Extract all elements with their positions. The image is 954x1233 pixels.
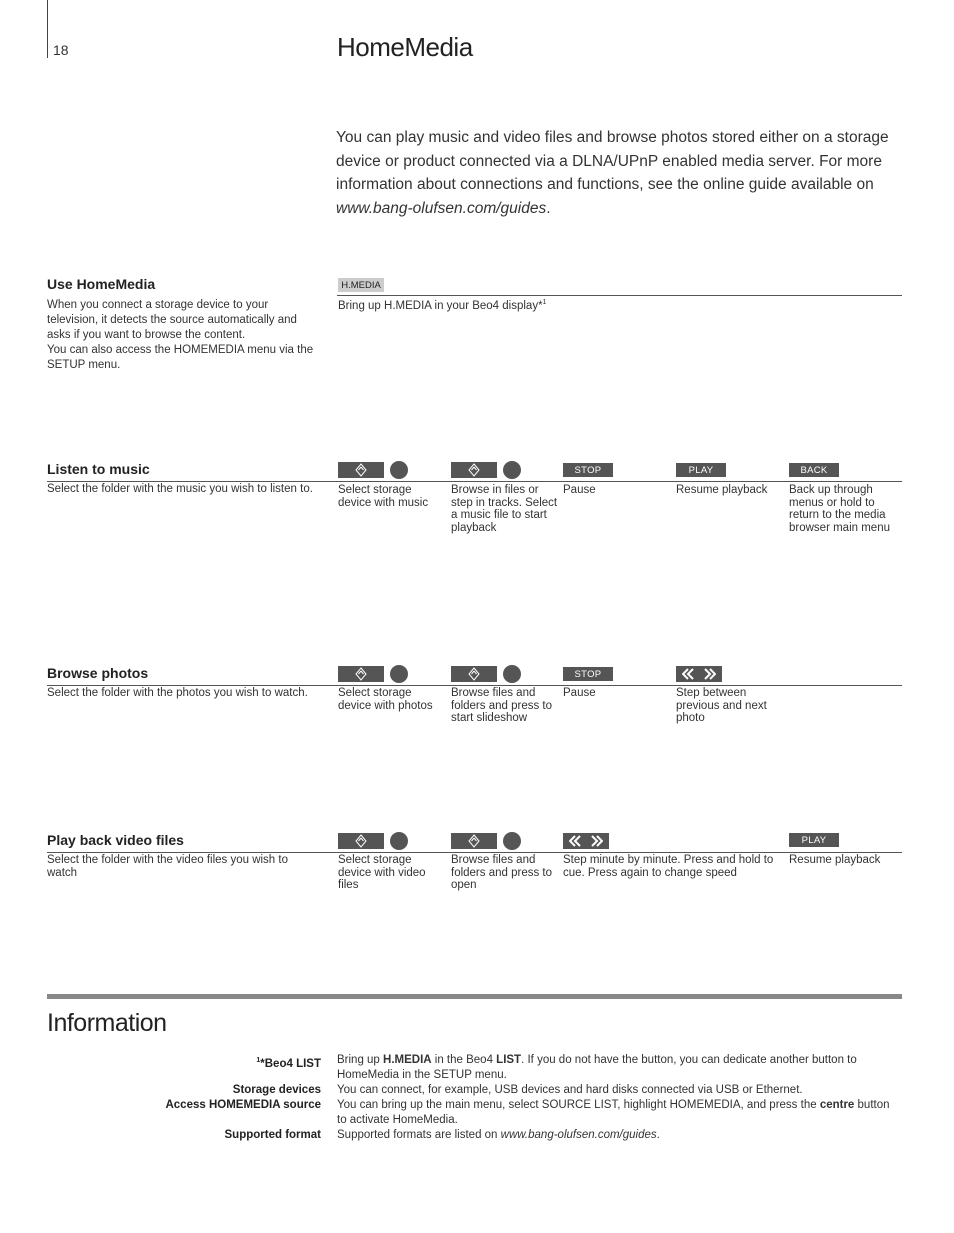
beo4-list-label-text: *Beo4 LIST bbox=[260, 1057, 321, 1070]
information-divider bbox=[47, 994, 902, 999]
stop-button: STOP bbox=[563, 463, 613, 477]
intro-paragraph bbox=[336, 126, 896, 220]
up-down-navigation-icon bbox=[451, 833, 497, 849]
photo-step-4: Step between previous and next photo bbox=[676, 687, 767, 724]
page-margin-line bbox=[47, 0, 48, 58]
up-down-navigation-icon bbox=[451, 666, 497, 682]
access-homemedia-label: Access HOMEMEDIA source bbox=[165, 1099, 321, 1111]
footnote-number: 1 bbox=[256, 1057, 261, 1064]
centre-button-icon bbox=[503, 832, 521, 850]
up-down-navigation-icon bbox=[338, 666, 384, 682]
video-step-3: Step minute by minute. Press and hold to cue. Press again to change speed bbox=[563, 854, 774, 879]
stop-button: STOP bbox=[563, 667, 613, 681]
music-step-3: Pause bbox=[563, 484, 596, 496]
centre-button-icon bbox=[390, 665, 408, 683]
guides-link[interactable]: www.bang-olufsen.com/guides bbox=[336, 199, 547, 217]
use-step-text: Bring up H.MEDIA in your Beo4 display* bbox=[338, 299, 543, 312]
use-homemedia-desc bbox=[47, 298, 319, 373]
play-video-desc: Select the folder with the video files you wish to watch bbox=[47, 854, 288, 879]
video-step-1: Select storage device with video files bbox=[338, 854, 426, 891]
rewind-fastforward-icon bbox=[676, 666, 722, 682]
access-text-1: You can bring up the main menu, select SOURCE LIST, highlight HOMEMEDIA, and press the bbox=[337, 1099, 820, 1111]
listen-music-desc: Select the folder with the music you wish to listen to. bbox=[47, 483, 313, 495]
music-step-5: Back up through menus or hold to return to the media browser main menu bbox=[789, 484, 890, 534]
photo-step-3: Pause bbox=[563, 687, 596, 699]
use-homemedia-title: Use HomeMedia bbox=[47, 276, 156, 292]
beo4-text-1: Bring up bbox=[337, 1054, 384, 1066]
access-homemedia-text bbox=[337, 1098, 902, 1128]
browse-photos-title: Browse photos bbox=[47, 665, 149, 681]
up-down-navigation-icon bbox=[338, 462, 384, 478]
browse-photos-desc: Select the folder with the photos you wish to watch. bbox=[47, 687, 308, 699]
page-title: HomeMedia bbox=[337, 32, 473, 62]
centre-button-icon bbox=[390, 461, 408, 479]
format-guides-link[interactable]: www.bang-olufsen.com/guides bbox=[500, 1129, 657, 1141]
rewind-fastforward-icon bbox=[563, 833, 609, 849]
information-title: Information bbox=[47, 1009, 167, 1037]
storage-devices-text: You can connect, for example, USB devices and hard disks connected via USB or Ethernet. bbox=[337, 1084, 803, 1096]
section-rule bbox=[47, 685, 902, 686]
page-number: 18 bbox=[53, 42, 69, 58]
up-down-navigation-icon bbox=[338, 833, 384, 849]
music-step-4: Resume playback bbox=[676, 484, 768, 496]
up-down-navigation-icon bbox=[451, 462, 497, 478]
use-desc-line1: When you connect a storage device to your television, it detects the source automatically and asks if you want to browse the content. bbox=[47, 299, 297, 341]
supported-format-label: Supported format bbox=[224, 1129, 321, 1141]
play-button: PLAY bbox=[789, 833, 839, 847]
music-step-2: Browse in files or step in tracks. Select a music file to start playback bbox=[451, 484, 558, 534]
beo4-list-text bbox=[337, 1053, 902, 1083]
beo4-text-list: LIST bbox=[496, 1054, 522, 1066]
listen-music-title: Listen to music bbox=[47, 461, 150, 477]
back-button: BACK bbox=[789, 463, 839, 477]
section-rule bbox=[47, 852, 902, 853]
beo4-list-label bbox=[47, 1053, 321, 1072]
beo4-text-2: in the Beo4 bbox=[431, 1054, 497, 1066]
use-desc-line2: You can also access the HOMEMEDIA menu via the SETUP menu. bbox=[47, 344, 314, 371]
format-text-1: Supported formats are listed on bbox=[337, 1129, 501, 1141]
storage-devices-label: Storage devices bbox=[232, 1084, 321, 1096]
footnote-marker: 1 bbox=[542, 299, 547, 306]
centre-button-icon bbox=[503, 665, 521, 683]
photo-step-2: Browse files and folders and press to start slideshow bbox=[451, 687, 553, 724]
intro-text: You can play music and video files and browse photos stored either on a storage device or product connected via a DLNA/UPnP enabled media server. For more information about connections and functions, see the online guide available on bbox=[336, 129, 889, 193]
access-text-2: button to activate HomeMedia. bbox=[337, 1099, 890, 1126]
video-step-2: Browse files and folders and press to open bbox=[451, 854, 553, 891]
access-text-centre: centre bbox=[819, 1099, 855, 1111]
play-button: PLAY bbox=[676, 463, 726, 477]
beo4-text-hmedia: H.MEDIA bbox=[383, 1054, 432, 1066]
music-step-1: Select storage device with music bbox=[338, 484, 429, 509]
section-rule bbox=[47, 481, 902, 482]
supported-format-text bbox=[337, 1128, 902, 1143]
play-video-title: Play back video files bbox=[47, 832, 184, 848]
use-step bbox=[338, 297, 738, 312]
centre-button-icon bbox=[503, 461, 521, 479]
beo4-text-3: . If you do not have the button, you can dedicate another button to HomeMedia in the SETUP menu. bbox=[337, 1054, 857, 1081]
section-rule bbox=[337, 295, 902, 296]
photo-step-1: Select storage device with photos bbox=[338, 687, 433, 712]
format-text-2: . bbox=[656, 1129, 660, 1141]
centre-button-icon bbox=[390, 832, 408, 850]
intro-end: . bbox=[546, 199, 551, 217]
hmedia-button: H.MEDIA bbox=[338, 278, 384, 292]
video-step-4: Resume playback bbox=[789, 854, 881, 866]
